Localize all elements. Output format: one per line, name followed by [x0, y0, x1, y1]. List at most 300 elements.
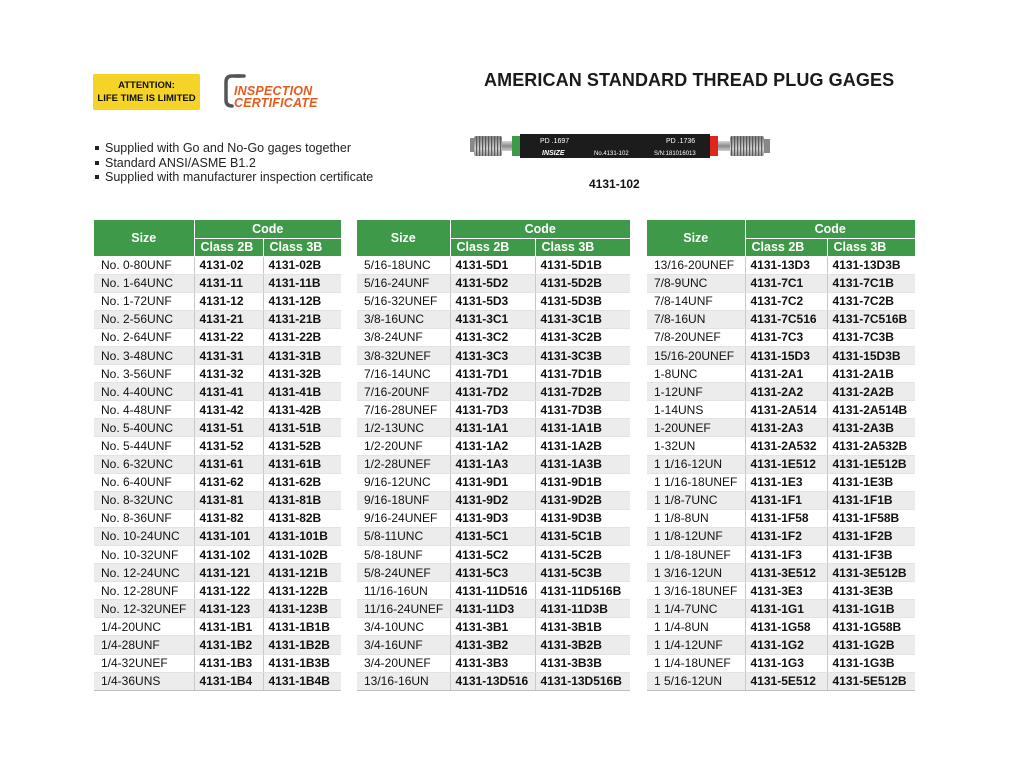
size-cell: 1/2-13UNC — [357, 419, 450, 437]
class-2b-cell: 4131-13D3 — [745, 256, 827, 274]
class-2b-cell: 4131-31 — [194, 346, 263, 364]
class-3b-cell: 4131-7C2B — [827, 292, 915, 310]
size-cell: 5/8-24UNEF — [357, 564, 450, 582]
size-cell: 1 1/16-12UN — [647, 455, 745, 473]
class-3b-cell: 4131-101B — [263, 527, 341, 545]
size-cell: No. 2-56UNC — [94, 310, 194, 328]
class-2b-cell: 4131-13D516 — [450, 672, 535, 690]
table-row — [647, 473, 915, 491]
size-cell: 1 5/16-12UN — [647, 672, 745, 690]
size-cell: No. 2-64UNF — [94, 328, 194, 346]
class-3b-cell: 4131-122B — [263, 582, 341, 600]
class-3b-cell: 4131-1B4B — [263, 672, 341, 690]
table-row — [357, 672, 630, 690]
table-row — [94, 437, 341, 455]
class-3b-cell: 4131-5C2B — [535, 546, 630, 564]
class-3b-cell: 4131-7C3B — [827, 328, 915, 346]
class-2b-cell: 4131-2A532 — [745, 437, 827, 455]
table-row — [94, 582, 341, 600]
table-row — [94, 274, 341, 292]
size-cell: No. 12-24UNC — [94, 564, 194, 582]
class-3b-header: Class 3B — [535, 238, 630, 256]
table-row — [94, 328, 341, 346]
size-cell: No. 6-32UNC — [94, 455, 194, 473]
size-cell: No. 8-32UNC — [94, 491, 194, 509]
size-cell: 13/16-16UN — [357, 672, 450, 690]
size-cell: 1/2-28UNEF — [357, 455, 450, 473]
class-2b-cell: 4131-3B3 — [450, 654, 535, 672]
size-cell: 1 1/8-8UN — [647, 509, 745, 527]
gage-serial: S/N:181016013 — [654, 151, 696, 157]
class-3b-cell: 4131-5C3B — [535, 564, 630, 582]
class-2b-cell: 4131-1B2 — [194, 636, 263, 654]
size-cell: 1 1/4-18UNEF — [647, 654, 745, 672]
size-cell: 1 1/8-18UNEF — [647, 546, 745, 564]
class-3b-cell: 4131-42B — [263, 401, 341, 419]
class-2b-cell: 4131-11D3 — [450, 600, 535, 618]
table-row — [94, 455, 341, 473]
class-2b-cell: 4131-7D1 — [450, 365, 535, 383]
table-row — [357, 328, 630, 346]
class-2b-cell: 4131-121 — [194, 564, 263, 582]
size-cell: 7/16-20UNF — [357, 383, 450, 401]
class-3b-cell: 4131-5C1B — [535, 527, 630, 545]
size-cell: No. 3-48UNC — [94, 346, 194, 364]
size-cell: No. 10-24UNC — [94, 527, 194, 545]
class-3b-cell: 4131-7D3B — [535, 401, 630, 419]
class-2b-cell: 4131-1F3 — [745, 546, 827, 564]
size-cell: 5/16-18UNC — [357, 256, 450, 274]
table-row — [647, 491, 915, 509]
table-row — [357, 310, 630, 328]
class-2b-cell: 4131-7D3 — [450, 401, 535, 419]
class-2b-cell: 4131-7C3 — [745, 328, 827, 346]
class-2b-cell: 4131-11 — [194, 274, 263, 292]
table-row — [94, 600, 341, 618]
class-3b-cell: 4131-123B — [263, 600, 341, 618]
table-row — [94, 419, 341, 437]
attention-line-1: ATTENTION: — [118, 80, 175, 91]
table-row — [647, 346, 915, 364]
table-row — [647, 600, 915, 618]
size-header: Size — [357, 220, 450, 256]
table-row — [647, 383, 915, 401]
class-2b-cell: 4131-5C3 — [450, 564, 535, 582]
table-row — [94, 654, 341, 672]
inspection-certificate-logo — [222, 72, 342, 112]
class-2b-cell: 4131-3C2 — [450, 328, 535, 346]
table-row — [357, 256, 630, 274]
class-2b-header: Class 2B — [194, 238, 263, 256]
class-3b-cell: 4131-1B1B — [263, 618, 341, 636]
size-cell: No. 12-28UNF — [94, 582, 194, 600]
class-2b-cell: 4131-7C1 — [745, 274, 827, 292]
size-cell: 1 3/16-12UN — [647, 564, 745, 582]
class-3b-cell: 4131-1B2B — [263, 636, 341, 654]
table-row — [647, 310, 915, 328]
table-row — [647, 564, 915, 582]
class-3b-cell: 4131-3C3B — [535, 346, 630, 364]
class-3b-cell: 4131-9D2B — [535, 491, 630, 509]
class-3b-header: Class 3B — [827, 238, 915, 256]
table-row — [357, 437, 630, 455]
class-3b-cell: 4131-3C2B — [535, 328, 630, 346]
class-3b-cell: 4131-41B — [263, 383, 341, 401]
table-row — [647, 274, 915, 292]
class-2b-cell: 4131-7D2 — [450, 383, 535, 401]
page-title: AMERICAN STANDARD THREAD PLUG GAGES — [484, 70, 895, 90]
table-row — [647, 401, 915, 419]
class-2b-cell: 4131-5C2 — [450, 546, 535, 564]
class-3b-cell: 4131-1G58B — [827, 618, 915, 636]
size-cell: 3/8-24UNF — [357, 328, 450, 346]
table-row — [357, 455, 630, 473]
size-cell: No. 10-32UNF — [94, 546, 194, 564]
table-row — [94, 509, 341, 527]
table-row — [357, 491, 630, 509]
class-2b-cell: 4131-1F58 — [745, 509, 827, 527]
class-2b-cell: 4131-3C3 — [450, 346, 535, 364]
class-3b-cell: 4131-7C1B — [827, 274, 915, 292]
class-3b-cell: 4131-2A3B — [827, 419, 915, 437]
gage-model-label: 4131-102 — [589, 177, 640, 191]
class-2b-cell: 4131-62 — [194, 473, 263, 491]
table-row — [94, 346, 341, 364]
class-3b-cell: 4131-2A2B — [827, 383, 915, 401]
class-3b-cell: 4131-32B — [263, 365, 341, 383]
class-2b-cell: 4131-61 — [194, 455, 263, 473]
class-3b-cell: 4131-1A2B — [535, 437, 630, 455]
table-row — [357, 564, 630, 582]
class-2b-cell: 4131-82 — [194, 509, 263, 527]
table-row — [357, 346, 630, 364]
table-row — [94, 256, 341, 274]
class-2b-cell: 4131-1G3 — [745, 654, 827, 672]
class-2b-cell: 4131-1G58 — [745, 618, 827, 636]
class-3b-cell: 4131-82B — [263, 509, 341, 527]
class-2b-cell: 4131-02 — [194, 256, 263, 274]
size-cell: 5/16-32UNEF — [357, 292, 450, 310]
class-2b-cell: 4131-51 — [194, 419, 263, 437]
class-3b-cell: 4131-3B3B — [535, 654, 630, 672]
class-2b-cell: 4131-1E512 — [745, 455, 827, 473]
class-3b-cell: 4131-12B — [263, 292, 341, 310]
size-cell: 1/4-28UNF — [94, 636, 194, 654]
class-3b-cell: 4131-1E512B — [827, 455, 915, 473]
class-2b-cell: 4131-1F2 — [745, 527, 827, 545]
class-2b-cell: 4131-5D2 — [450, 274, 535, 292]
class-3b-cell: 4131-1F1B — [827, 491, 915, 509]
table-row — [357, 654, 630, 672]
table-row — [647, 582, 915, 600]
size-cell: 1 1/8-7UNC — [647, 491, 745, 509]
size-cell: 9/16-12UNC — [357, 473, 450, 491]
class-3b-cell: 4131-3E3B — [827, 582, 915, 600]
table-row — [647, 455, 915, 473]
class-2b-cell: 4131-9D2 — [450, 491, 535, 509]
table-row — [357, 292, 630, 310]
class-2b-cell: 4131-9D1 — [450, 473, 535, 491]
table-row — [647, 292, 915, 310]
class-3b-cell: 4131-1E3B — [827, 473, 915, 491]
table-row — [94, 310, 341, 328]
class-2b-cell: 4131-3E512 — [745, 564, 827, 582]
size-cell: No. 5-44UNF — [94, 437, 194, 455]
class-2b-cell: 4131-122 — [194, 582, 263, 600]
size-header: Size — [94, 220, 194, 256]
class-2b-cell: 4131-5C1 — [450, 527, 535, 545]
class-3b-cell: 4131-11D3B — [535, 600, 630, 618]
class-2b-cell: 4131-1E3 — [745, 473, 827, 491]
size-cell: 1 3/16-18UNEF — [647, 582, 745, 600]
table-row — [94, 636, 341, 654]
class-2b-cell: 4131-21 — [194, 310, 263, 328]
class-3b-cell: 4131-9D3B — [535, 509, 630, 527]
size-cell: 7/8-16UN — [647, 310, 745, 328]
class-3b-cell: 4131-31B — [263, 346, 341, 364]
size-cell: 3/4-20UNEF — [357, 654, 450, 672]
table-row — [94, 473, 341, 491]
table-row — [357, 383, 630, 401]
table-row — [357, 419, 630, 437]
class-3b-cell: 4131-7D1B — [535, 365, 630, 383]
class-3b-cell: 4131-1B3B — [263, 654, 341, 672]
class-2b-cell: 4131-5E512 — [745, 672, 827, 690]
table-row — [94, 491, 341, 509]
size-cell: 1/4-32UNEF — [94, 654, 194, 672]
size-cell: No. 1-72UNF — [94, 292, 194, 310]
size-cell: 11/16-24UNEF — [357, 600, 450, 618]
table-row — [357, 527, 630, 545]
size-cell: 1-32UN — [647, 437, 745, 455]
table-row — [94, 527, 341, 545]
class-2b-cell: 4131-1B3 — [194, 654, 263, 672]
class-3b-cell: 4131-102B — [263, 546, 341, 564]
feature-item: Standard ANSI/ASME B1.2 — [95, 156, 373, 171]
class-3b-cell: 4131-62B — [263, 473, 341, 491]
class-2b-cell: 4131-12 — [194, 292, 263, 310]
class-2b-cell: 4131-1G2 — [745, 636, 827, 654]
class-2b-cell: 4131-123 — [194, 600, 263, 618]
size-cell: 1/2-20UNF — [357, 437, 450, 455]
size-cell: No. 5-40UNC — [94, 419, 194, 437]
class-3b-cell: 4131-1A3B — [535, 455, 630, 473]
table-row — [647, 654, 915, 672]
size-cell: 7/8-20UNEF — [647, 328, 745, 346]
class-3b-cell: 4131-52B — [263, 437, 341, 455]
class-2b-cell: 4131-7C516 — [745, 310, 827, 328]
table-row — [94, 292, 341, 310]
class-3b-cell: 4131-7D2B — [535, 383, 630, 401]
class-2b-cell: 4131-41 — [194, 383, 263, 401]
class-2b-cell: 4131-32 — [194, 365, 263, 383]
size-cell: 1-20UNEF — [647, 419, 745, 437]
size-cell: 13/16-20UNEF — [647, 256, 745, 274]
class-2b-cell: 4131-2A3 — [745, 419, 827, 437]
gage-pd-right: PD .1736 — [666, 138, 696, 145]
class-3b-cell: 4131-13D516B — [535, 672, 630, 690]
class-2b-cell: 4131-102 — [194, 546, 263, 564]
class-2b-cell: 4131-9D3 — [450, 509, 535, 527]
size-cell: 1 1/4-8UN — [647, 618, 745, 636]
class-3b-header: Class 3B — [263, 238, 341, 256]
code-table-3 — [647, 220, 915, 691]
table-row — [357, 636, 630, 654]
table-row — [357, 509, 630, 527]
table-row — [357, 274, 630, 292]
table-row — [647, 546, 915, 564]
size-cell: 7/8-14UNF — [647, 292, 745, 310]
size-header: Size — [647, 220, 745, 256]
class-3b-cell: 4131-15D3B — [827, 346, 915, 364]
size-cell: 1/4-36UNS — [94, 672, 194, 690]
class-2b-cell: 4131-1A2 — [450, 437, 535, 455]
feature-item: Supplied with manufacturer inspection certificate — [95, 170, 373, 185]
class-2b-cell: 4131-2A2 — [745, 383, 827, 401]
code-table-2 — [357, 220, 630, 691]
code-header: Code — [745, 220, 915, 238]
class-3b-cell: 4131-3E512B — [827, 564, 915, 582]
class-3b-cell: 4131-3C1B — [535, 310, 630, 328]
code-table-1 — [94, 220, 341, 691]
class-3b-cell: 4131-1G3B — [827, 654, 915, 672]
certificate-line-1: INSPECTION — [234, 84, 313, 98]
table-row — [647, 618, 915, 636]
class-2b-cell: 4131-5D3 — [450, 292, 535, 310]
attention-badge — [93, 74, 200, 110]
class-3b-cell: 4131-1F3B — [827, 546, 915, 564]
table-row — [647, 437, 915, 455]
size-cell: 1 1/4-12UNF — [647, 636, 745, 654]
size-cell: 1/4-20UNC — [94, 618, 194, 636]
gage-model-no: No.4131-102 — [594, 151, 629, 157]
size-cell: 9/16-24UNEF — [357, 509, 450, 527]
size-cell: 7/8-9UNC — [647, 274, 745, 292]
feature-item: Supplied with Go and No-Go gages together — [95, 141, 373, 156]
table-row — [647, 527, 915, 545]
class-2b-cell: 4131-1B1 — [194, 618, 263, 636]
class-2b-header: Class 2B — [745, 238, 827, 256]
class-2b-cell: 4131-11D516 — [450, 582, 535, 600]
class-3b-cell: 4131-3B1B — [535, 618, 630, 636]
table-row — [647, 419, 915, 437]
class-2b-header: Class 2B — [450, 238, 535, 256]
table-row — [357, 365, 630, 383]
class-3b-cell: 4131-2A514B — [827, 401, 915, 419]
size-cell: No. 4-40UNC — [94, 383, 194, 401]
table-row — [94, 564, 341, 582]
class-3b-cell: 4131-02B — [263, 256, 341, 274]
class-3b-cell: 4131-5D3B — [535, 292, 630, 310]
size-cell: 7/16-14UNC — [357, 365, 450, 383]
size-cell: No. 8-36UNF — [94, 509, 194, 527]
class-2b-cell: 4131-2A514 — [745, 401, 827, 419]
thread-plug-gage-image — [470, 128, 770, 164]
table-row — [647, 256, 915, 274]
code-header: Code — [450, 220, 630, 238]
class-3b-cell: 4131-2A1B — [827, 365, 915, 383]
size-cell: 15/16-20UNEF — [647, 346, 745, 364]
table-row — [647, 509, 915, 527]
table-row — [357, 473, 630, 491]
class-3b-cell: 4131-121B — [263, 564, 341, 582]
class-3b-cell: 4131-9D1B — [535, 473, 630, 491]
class-3b-cell: 4131-2A532B — [827, 437, 915, 455]
class-3b-cell: 4131-21B — [263, 310, 341, 328]
size-cell: 1-14UNS — [647, 401, 745, 419]
class-2b-cell: 4131-1A3 — [450, 455, 535, 473]
size-cell: 1 1/16-18UNEF — [647, 473, 745, 491]
size-cell: 3/8-16UNC — [357, 310, 450, 328]
table-row — [357, 546, 630, 564]
class-3b-cell: 4131-7C516B — [827, 310, 915, 328]
size-cell: 1 1/8-12UNF — [647, 527, 745, 545]
size-cell: 3/8-32UNEF — [357, 346, 450, 364]
class-2b-cell: 4131-1B4 — [194, 672, 263, 690]
table-row — [94, 383, 341, 401]
size-cell: 5/8-11UNC — [357, 527, 450, 545]
table-row — [647, 328, 915, 346]
class-3b-cell: 4131-11D516B — [535, 582, 630, 600]
class-2b-cell: 4131-1F1 — [745, 491, 827, 509]
table-row — [94, 618, 341, 636]
class-2b-cell: 4131-101 — [194, 527, 263, 545]
class-3b-cell: 4131-13D3B — [827, 256, 915, 274]
size-cell: 7/16-28UNEF — [357, 401, 450, 419]
table-row — [357, 600, 630, 618]
size-cell: 3/4-16UNF — [357, 636, 450, 654]
class-3b-cell: 4131-22B — [263, 328, 341, 346]
class-2b-cell: 4131-1A1 — [450, 419, 535, 437]
feature-list — [95, 141, 373, 185]
class-2b-cell: 4131-3E3 — [745, 582, 827, 600]
table-row — [94, 672, 341, 690]
size-cell: 1 1/4-7UNC — [647, 600, 745, 618]
size-cell: 1-8UNC — [647, 365, 745, 383]
size-cell: No. 0-80UNF — [94, 256, 194, 274]
class-2b-cell: 4131-3C1 — [450, 310, 535, 328]
class-2b-cell: 4131-7C2 — [745, 292, 827, 310]
class-3b-cell: 4131-1F58B — [827, 509, 915, 527]
table-row — [357, 582, 630, 600]
class-2b-cell: 4131-3B1 — [450, 618, 535, 636]
gage-pd-left: PD .1697 — [540, 138, 570, 145]
class-3b-cell: 4131-1G1B — [827, 600, 915, 618]
attention-line-2: LIFE TIME IS LIMITED — [97, 93, 196, 104]
table-row — [647, 365, 915, 383]
table-row — [647, 672, 915, 690]
table-row — [357, 401, 630, 419]
class-3b-cell: 4131-11B — [263, 274, 341, 292]
table-row — [94, 546, 341, 564]
size-cell: 5/16-24UNF — [357, 274, 450, 292]
class-3b-cell: 4131-61B — [263, 455, 341, 473]
class-3b-cell: 4131-1A1B — [535, 419, 630, 437]
size-cell: No. 4-48UNF — [94, 401, 194, 419]
class-3b-cell: 4131-5D2B — [535, 274, 630, 292]
class-2b-cell: 4131-3B2 — [450, 636, 535, 654]
table-row — [94, 401, 341, 419]
class-2b-cell: 4131-81 — [194, 491, 263, 509]
size-cell: 5/8-18UNF — [357, 546, 450, 564]
table-row — [647, 636, 915, 654]
class-3b-cell: 4131-51B — [263, 419, 341, 437]
certificate-line-2: CERTIFICATE — [234, 96, 318, 110]
size-cell: No. 3-56UNF — [94, 365, 194, 383]
class-3b-cell: 4131-5D1B — [535, 256, 630, 274]
class-3b-cell: 4131-1G2B — [827, 636, 915, 654]
class-2b-cell: 4131-2A1 — [745, 365, 827, 383]
